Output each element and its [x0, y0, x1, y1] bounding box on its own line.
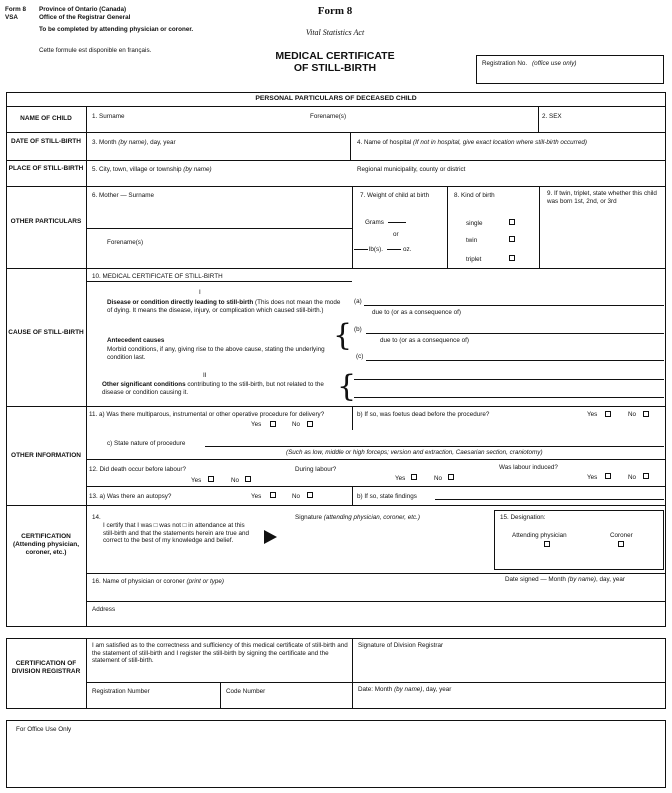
divider — [86, 573, 666, 574]
child-name-input[interactable] — [88, 121, 536, 131]
q12-no-label: No — [231, 477, 240, 484]
antecedent-note: Morbid conditions, if any, giving rise to the above cause, stating the underlying condition last. — [107, 346, 325, 361]
vsa-code: VSA — [5, 14, 18, 21]
province-line: Province of Ontario (Canada) — [39, 6, 127, 13]
surname-label: 1. Surname — [92, 113, 125, 120]
oz-label: oz. — [403, 246, 412, 253]
divider — [350, 132, 351, 160]
date-signed-by-name: (by name) — [567, 576, 597, 583]
q11b-no-checkbox[interactable] — [643, 411, 649, 417]
divider — [6, 160, 666, 161]
hospital-input[interactable] — [352, 148, 664, 159]
date-signed-rest: , day, year — [596, 576, 625, 583]
twin-label: twin — [466, 237, 478, 244]
registrar-date-label — [358, 686, 451, 694]
lbs-line[interactable] — [354, 249, 368, 250]
antecedent-heading: Antecedent causes — [107, 337, 165, 344]
single-checkbox[interactable] — [509, 219, 515, 225]
coroner-label: Coroner — [610, 532, 633, 539]
physician-name-note: (print or type) — [186, 578, 224, 585]
divider — [6, 268, 666, 269]
regional-label: Regional municipality, county or district — [357, 166, 466, 173]
brace: { — [333, 318, 353, 353]
registrar-signature-label: Signature of Division Registrar — [358, 642, 444, 649]
registration-no-box[interactable] — [476, 55, 664, 84]
q12-induced-no-checkbox[interactable] — [643, 473, 649, 479]
divider — [6, 132, 666, 133]
q11a-no-label: No — [292, 421, 301, 428]
grams-label: Grams — [365, 219, 384, 226]
divider — [6, 106, 666, 107]
disease-condition-heading: Disease or condition directly leading to still-birth — [107, 299, 254, 306]
q11a-yes-label: Yes — [251, 421, 262, 428]
divider — [352, 486, 353, 505]
procedure-nature-line[interactable] — [205, 446, 664, 447]
date-by-name: (by name) — [118, 139, 147, 146]
q11c-text: c) State nature of procedure — [107, 440, 186, 447]
hospital-name-label: 4. Name of hospital — [357, 139, 412, 146]
label-other-particulars: OTHER PARTICULARS — [10, 218, 82, 225]
q12-text: 12. Did death occur before labour? — [89, 466, 186, 473]
title-line-2: OF STILL-BIRTH — [293, 62, 377, 74]
q11a-text: 11. a) Was there multiparous, instrumental or other operative procedure for delivery? — [89, 411, 325, 418]
divider — [352, 406, 353, 430]
date-input[interactable] — [88, 148, 348, 159]
signature-label — [295, 514, 420, 522]
title-line-1: MEDICAL CERTIFICATE — [275, 50, 395, 62]
q12-during-yes-label: Yes — [395, 475, 406, 482]
kind-of-birth-label: 8. Kind of birth — [454, 192, 495, 199]
q13b-text: b) If so, state findings — [357, 493, 417, 500]
q11b-yes-checkbox[interactable] — [605, 411, 611, 417]
divider — [447, 186, 448, 268]
q13a-yes-checkbox[interactable] — [270, 492, 276, 498]
disease-condition-note: (This does not mean the mode of dying. It means the disease, injury, or complication which caused still-birth.) — [107, 299, 341, 314]
q11c-note: (Such as low, middle or high forceps; version and extraction, Caesarian section, craniotomy) — [286, 449, 543, 456]
date-signed-text: Date signed — Month — [505, 576, 566, 583]
divider — [86, 486, 666, 487]
divider — [352, 638, 353, 709]
triplet-label: triplet — [466, 256, 482, 263]
single-label: single — [466, 220, 483, 227]
city-label — [92, 166, 212, 174]
divider — [86, 638, 87, 709]
registrar-statement: I am satisfied as to the correctness and sufficiency of this medical certificate of still-birth and the statement of still-birth and I register the still-birth by signing the certificate and the statement of still-birth. — [92, 642, 348, 664]
code-number-label: Code Number — [226, 688, 266, 695]
q11b-yes-label: Yes — [587, 411, 598, 418]
designation-label: 15. Designation: — [500, 514, 546, 521]
other-conditions-line-2[interactable] — [354, 397, 664, 398]
signature-note: (attending physician, coroner, etc.) — [323, 514, 420, 521]
other-conditions-line-1[interactable] — [354, 379, 664, 380]
registration-no-note: (office use only) — [532, 60, 577, 67]
cause-line-c[interactable] — [366, 360, 664, 361]
city-by-name: (by name) — [183, 166, 212, 173]
divider — [538, 106, 539, 132]
other-conditions-text — [102, 381, 342, 396]
q12-during-no-checkbox[interactable] — [448, 474, 454, 480]
oz-line[interactable] — [387, 249, 401, 250]
registrar-date-text: Date: Month — [358, 686, 393, 693]
label-cause-of-stillbirth: CAUSE OF STILL-BIRTH — [8, 329, 84, 336]
q11b-no-label: No — [628, 411, 637, 418]
q12-induced-yes-checkbox[interactable] — [605, 473, 611, 479]
arrow-right-icon — [264, 530, 277, 544]
registrar-date-input[interactable] — [354, 696, 664, 708]
office-line: Office of the Registrar General — [39, 14, 131, 21]
code-number-input[interactable] — [222, 696, 350, 708]
date-signed-label — [505, 576, 625, 584]
registration-number-label: Registration Number — [92, 688, 150, 695]
act-name: Vital Statistics Act — [305, 28, 365, 37]
divider — [6, 186, 666, 187]
medical-certificate-title: 10. MEDICAL CERTIFICATE OF STILL-BIRTH — [92, 273, 223, 280]
mother-forenames-label: Forename(s) — [107, 239, 144, 246]
divider — [86, 228, 352, 229]
divider — [352, 186, 353, 268]
divider — [6, 406, 666, 407]
label-column-divider — [86, 106, 87, 627]
brace: { — [337, 369, 357, 404]
completed-by-note: To be completed by attending physician or coroner. — [39, 26, 194, 33]
q13a-text: 13. a) Was there an autopsy? — [89, 493, 172, 500]
divider — [86, 459, 666, 460]
q12-yes-checkbox[interactable] — [208, 476, 214, 482]
attending-label: Attending physician — [512, 532, 567, 539]
date-label — [92, 139, 176, 147]
form-title: Form 8 — [317, 5, 353, 17]
line-a-label: (a) — [354, 298, 362, 305]
physician-name-label: 16. Name of physician or coroner — [92, 578, 185, 585]
label-certification-sub: (Attending physician, coroner, etc.) — [12, 541, 80, 556]
lbs-label: lb(s). — [369, 246, 383, 253]
weight-label: 7. Weight of child at birth — [360, 192, 430, 199]
label-certification: CERTIFICATION — [21, 533, 71, 540]
twin-checkbox[interactable] — [509, 236, 515, 242]
coroner-checkbox[interactable] — [618, 541, 624, 547]
label-place-of-stillbirth: PLACE OF STILL-BIRTH — [8, 165, 84, 172]
divider — [86, 601, 666, 602]
disease-condition-text — [107, 299, 343, 314]
forenames-label: Forename(s) — [310, 113, 347, 120]
due-to-label-1: due to (or as a consequence of) — [372, 309, 461, 316]
french-note: Cette formule est disponible en français. — [39, 47, 152, 54]
date-day-year: , day, year — [146, 139, 176, 146]
q13a-yes-label: Yes — [251, 493, 262, 500]
attending-checkbox[interactable] — [544, 541, 550, 547]
date-month-label: 3. Month — [92, 139, 117, 146]
q12-during-text: During labour? — [295, 466, 337, 473]
registrar-date-by-name: (by name) — [394, 686, 423, 693]
or-label: or — [393, 231, 399, 238]
city-town-label: 5. City, town, village or township — [92, 166, 182, 173]
q12-induced-yes-label: Yes — [587, 474, 598, 481]
q12-yes-label: Yes — [191, 477, 202, 484]
divider — [539, 186, 540, 268]
due-to-label-2: due to (or as a consequence of) — [380, 337, 469, 344]
q12-during-yes-checkbox[interactable] — [411, 474, 417, 480]
cause-line-b[interactable] — [366, 333, 664, 334]
mother-surname-label: 6. Mother — Surname — [92, 192, 154, 199]
line-b-label: (b) — [354, 326, 362, 333]
hospital-note: (If not in hospital, give exact location where still-birth occurred) — [413, 139, 587, 146]
registration-number-input[interactable] — [88, 696, 218, 708]
q16-label — [92, 578, 224, 586]
other-conditions-note: contributing to the still-birth, but not related to the disease or condition causing it. — [102, 381, 324, 396]
certify-statement: I certify that I was □ was not □ in attendance at this still-birth and that the statements herein are true and correct to the best of my knowledge and belief. — [103, 522, 249, 544]
divider — [86, 281, 352, 282]
roman-one: I — [199, 289, 201, 296]
registration-no-label: Registration No. — [482, 60, 528, 67]
label-other-information: OTHER INFORMATION — [11, 452, 81, 459]
birth-order-input[interactable] — [542, 222, 664, 266]
q13a-no-checkbox[interactable] — [307, 492, 313, 498]
label-date-of-stillbirth: DATE OF STILL-BIRTH — [11, 138, 81, 145]
q12-induced-no-label: No — [628, 474, 637, 481]
registrar-date-rest: , day, year — [422, 686, 452, 693]
autopsy-findings-line[interactable] — [435, 499, 664, 500]
q11a-no-checkbox[interactable] — [307, 421, 313, 427]
label-cert-division-registrar: CERTIFICATION OF DIVISION REGISTRAR — [11, 660, 81, 675]
q12-no-checkbox[interactable] — [245, 476, 251, 482]
divider — [6, 505, 666, 506]
address-input[interactable] — [88, 613, 664, 625]
q14-label: 14. — [92, 514, 101, 521]
divider — [220, 682, 221, 709]
label-name-of-child: NAME OF CHILD — [20, 115, 72, 122]
place-input[interactable] — [88, 174, 662, 185]
section-title: PERSONAL PARTICULARS OF DECEASED CHILD — [255, 95, 417, 102]
q12-during-no-label: No — [434, 475, 443, 482]
roman-two: II — [203, 372, 207, 379]
q12-induced-text: Was labour induced? — [499, 464, 558, 471]
mother-forenames-input[interactable] — [88, 248, 350, 266]
signature-field[interactable] — [290, 524, 490, 568]
sex-label: 2. SEX — [542, 113, 562, 120]
q13a-no-label: No — [292, 493, 301, 500]
line-c-label: (c) — [356, 353, 364, 360]
office-use-label: For Office Use Only — [16, 726, 72, 733]
office-use-box — [6, 720, 666, 788]
address-label: Address — [92, 606, 116, 613]
hospital-label — [357, 139, 587, 147]
mother-surname-input[interactable] — [88, 202, 350, 226]
q11a-yes-checkbox[interactable] — [270, 421, 276, 427]
signature-text: Signature — [295, 514, 322, 521]
registrar-signature-field[interactable] — [354, 650, 664, 680]
form-code: Form 8 — [5, 6, 26, 13]
birth-order-label: 9. If twin, triplet, state whether this child was born 1st, 2nd, or 3rd — [547, 190, 657, 205]
cause-line-a[interactable] — [364, 305, 664, 306]
divider — [86, 682, 666, 683]
sex-input[interactable] — [540, 121, 664, 131]
physician-name-input[interactable] — [88, 588, 664, 602]
q11b-text: b) If so, was foetus dead before the procedure? — [357, 411, 490, 418]
other-conditions-heading: Other significant conditions — [102, 381, 186, 388]
triplet-checkbox[interactable] — [509, 255, 515, 261]
grams-line[interactable] — [388, 222, 406, 223]
